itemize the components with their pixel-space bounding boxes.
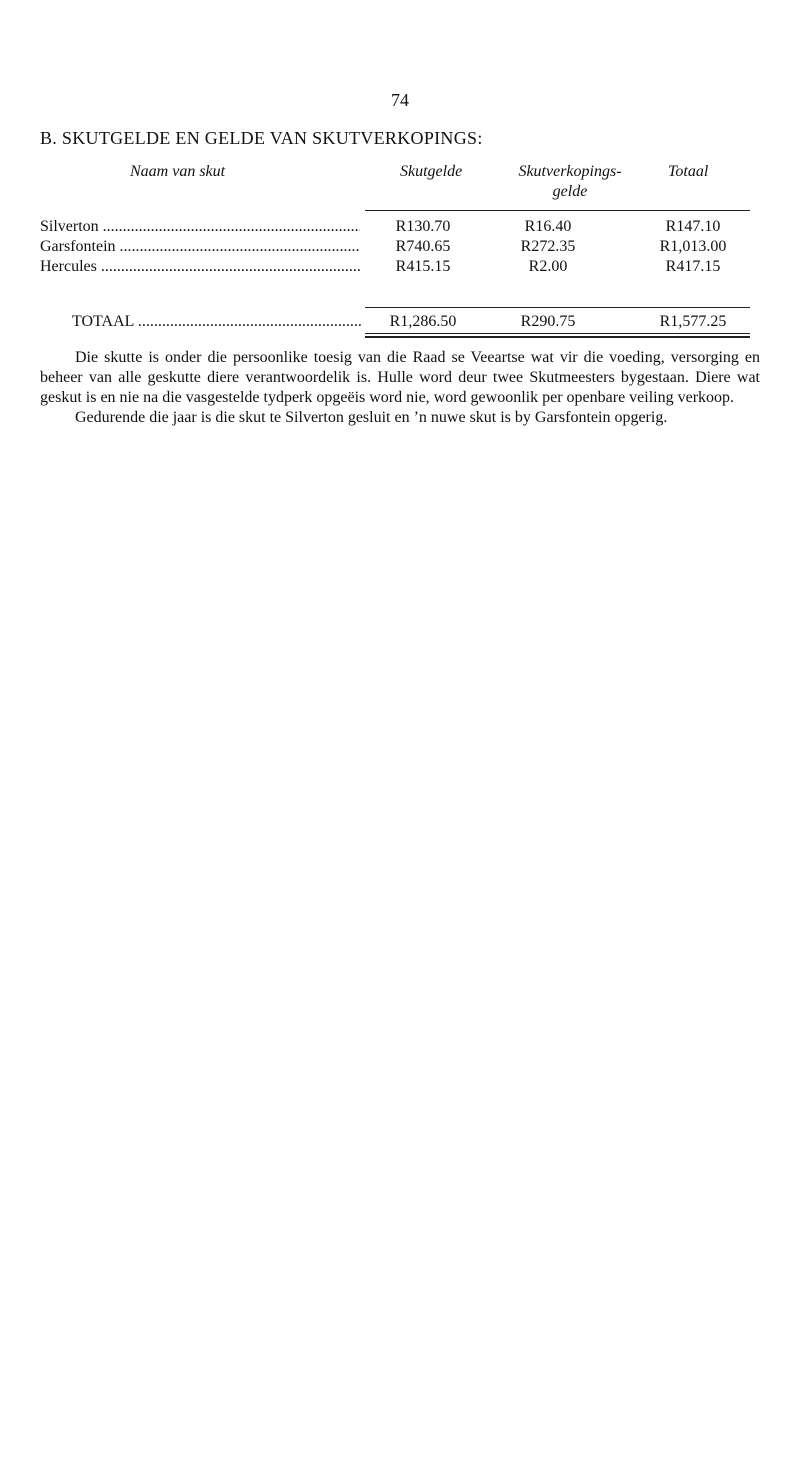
column-header-name: Naam van skut xyxy=(130,163,226,180)
column-header-fees: Skutgelde xyxy=(400,163,463,180)
row-sales: R272.35 xyxy=(520,238,576,255)
table-sum-rule xyxy=(365,307,750,308)
table-row xyxy=(40,237,760,257)
row-name: Garsfontein ..... xyxy=(40,237,360,257)
row-fees: R415.15 xyxy=(395,258,451,275)
row-sales: R2.00 xyxy=(528,258,568,275)
table-top-rule xyxy=(365,210,750,211)
table-total-row xyxy=(40,312,760,332)
row-fees: R130.70 xyxy=(395,218,451,235)
row-fees: R740.65 xyxy=(395,238,451,255)
column-header-total: Totaal xyxy=(668,163,709,180)
row-sales: R16.40 xyxy=(524,218,572,235)
table-double-rule-upper xyxy=(365,333,750,334)
total-sales: R290.75 xyxy=(520,313,576,330)
section-heading: B. SKUTGELDE EN GELDE VAN SKUTVERKOPINGS: xyxy=(40,128,483,148)
paragraph: Gedurende die jaar is die skut te Silverton gesluit en ’n nuwe skut is by Garsfontein opgerig. xyxy=(75,409,668,426)
column-header-sales: Skutverkopings- gelde xyxy=(518,163,622,200)
table-row xyxy=(40,257,760,277)
total-row-label: TOTAAL ..... xyxy=(72,312,362,332)
table-row xyxy=(40,217,760,237)
row-total: R147.10 xyxy=(665,218,721,235)
row-total: R417.15 xyxy=(665,258,721,275)
body-text xyxy=(40,348,760,428)
table-double-rule-lower xyxy=(365,336,750,338)
row-name: Silverton ..... xyxy=(40,217,360,237)
page-number: 74 xyxy=(391,90,409,110)
row-name: Hercules ..... xyxy=(40,257,360,277)
row-total: R1,013.00 xyxy=(659,238,727,255)
total-total: R1,577.25 xyxy=(659,313,727,330)
paragraph: Die skutte is onder die persoonlike toesig van die Raad se Veeartse wat vir die voeding, versorging en beheer van alle geskutte diere verantwoordelik is. Hulle word deur twee Skutmeesters bygestaan. Diere wat geskut is en nie na die vasgestelde tydperk opgeëis word nie, word gewoonlik per openbare veiling verkoop. xyxy=(40,349,760,406)
total-fees: R1,286.50 xyxy=(389,313,457,330)
